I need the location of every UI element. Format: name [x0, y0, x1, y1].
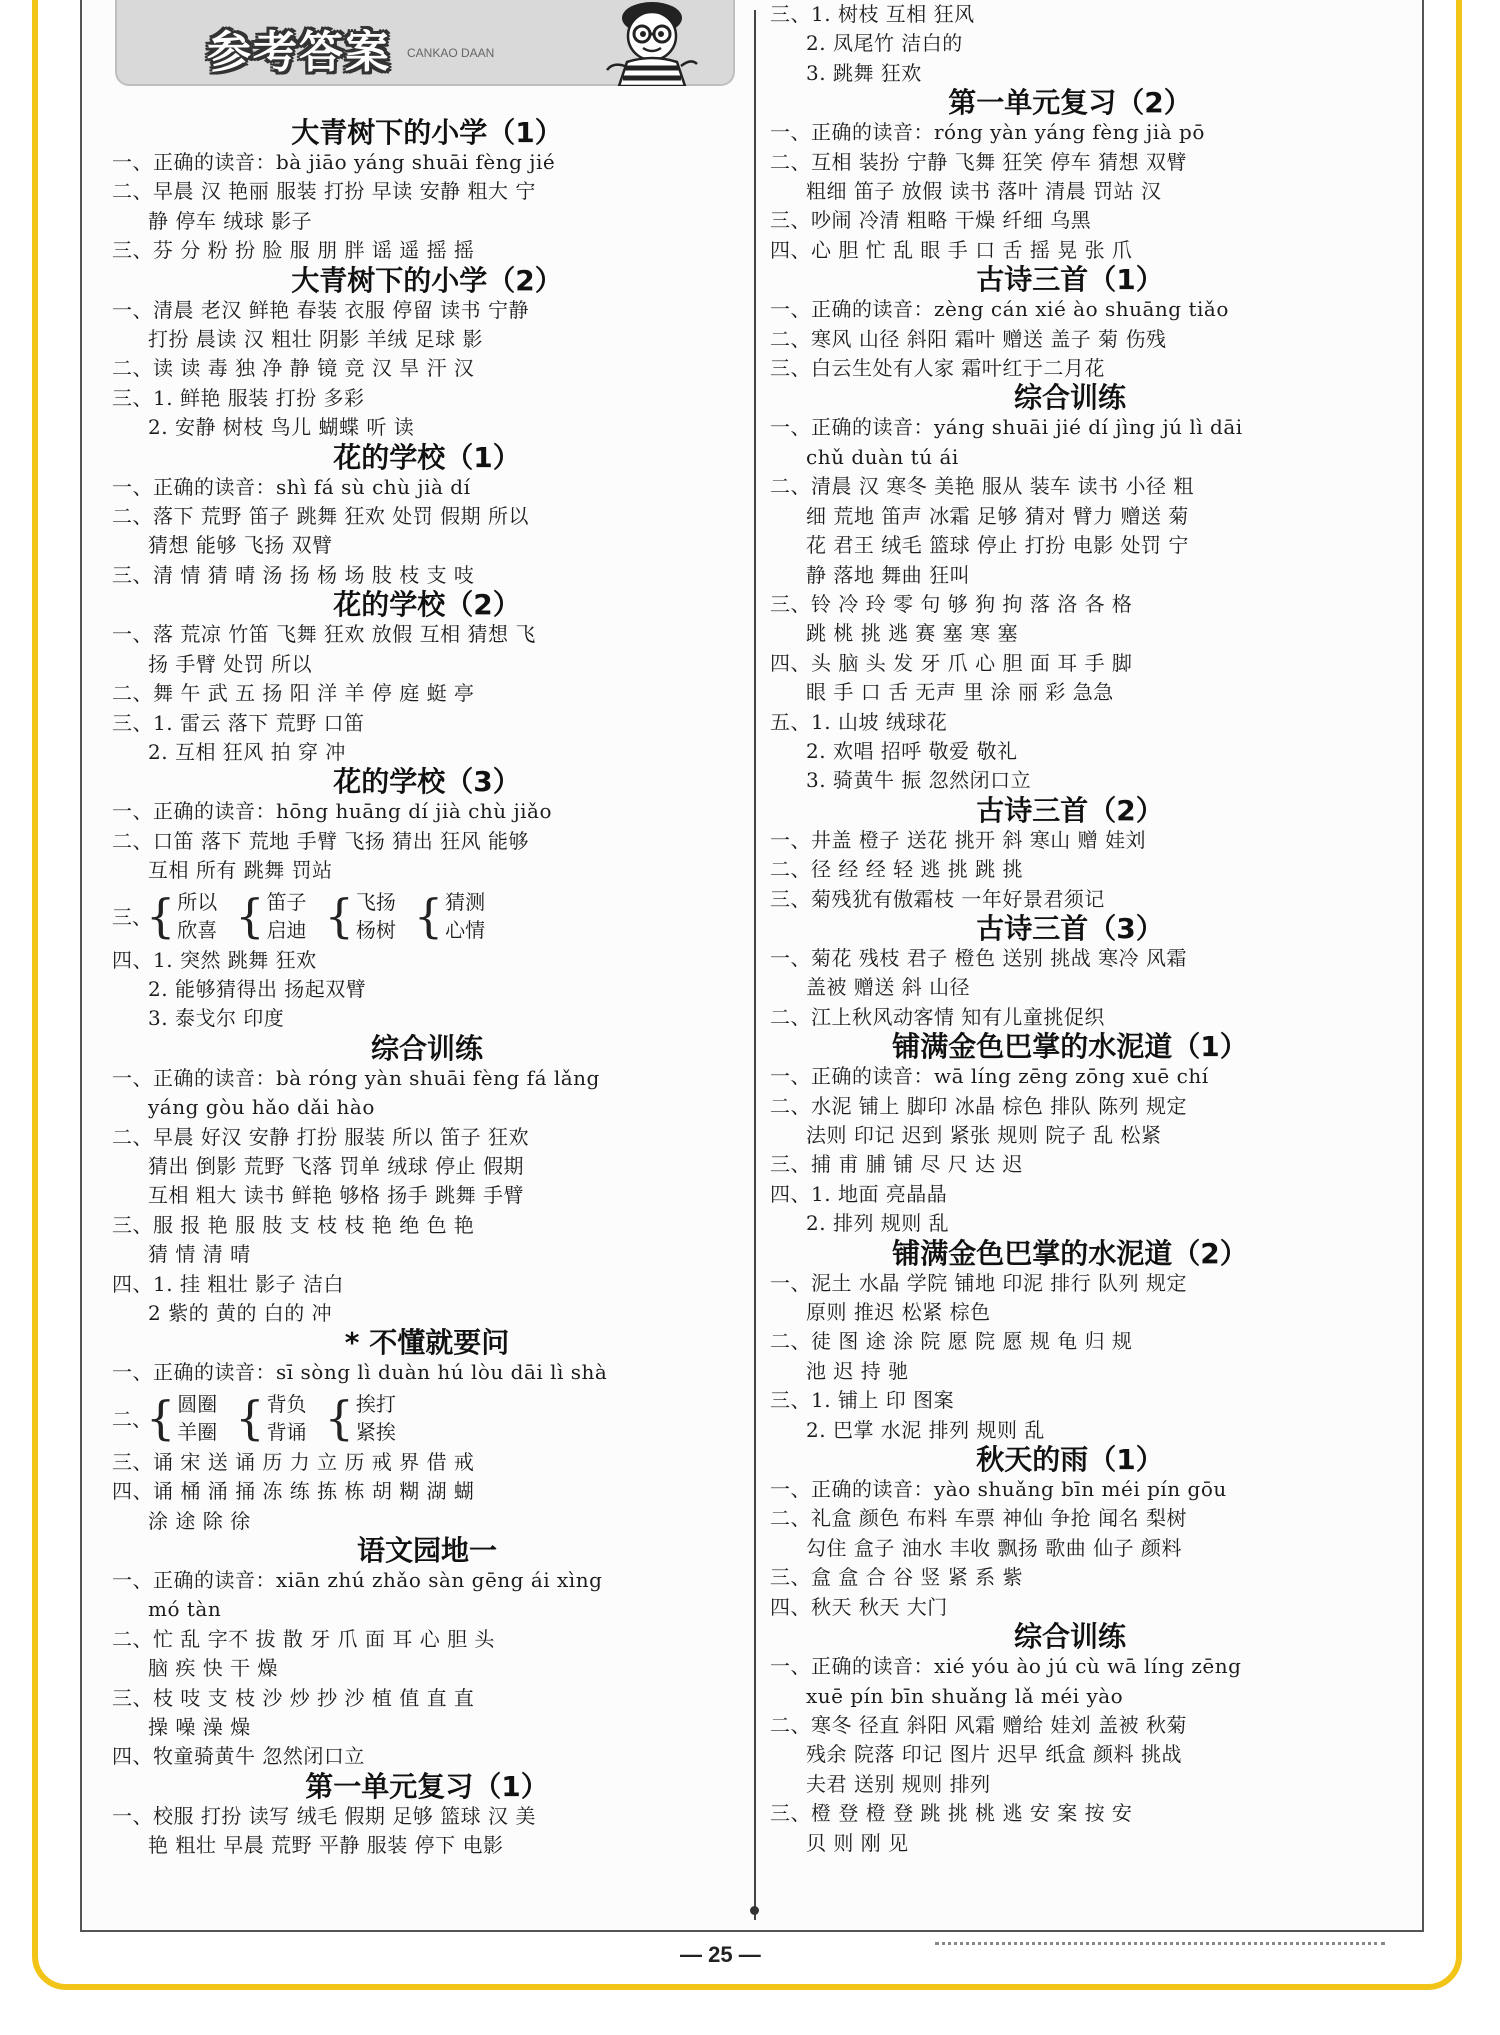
answer-line: chǔ duàn tú ái: [806, 444, 959, 469]
bracket-group: [146, 888, 217, 944]
answer-line: 艳 粗壮 早晨 荒野 平静 服装 停下 电影: [148, 1833, 504, 1858]
bracket-word: 挨打: [355, 1391, 396, 1416]
section-title: 花的学校（3）: [333, 765, 521, 799]
bracket-word: 杨树: [355, 917, 396, 942]
answer-line: 2. 欢唱 招呼 敬爱 敬礼: [806, 738, 1018, 763]
answer-line: 涂 途 除 徐: [148, 1508, 251, 1533]
answer-line: 三、1. 鲜艳 服装 打扮 多彩: [112, 385, 365, 410]
answer-line: 2. 巴掌 水泥 排列 规则 乱: [806, 1417, 1045, 1442]
answer-line: 一、校服 打扮 读写 绒毛 假期 足够 篮球 汉 美: [112, 1803, 536, 1828]
bracket-group: [325, 1390, 396, 1446]
answer-line: 一、清晨 老汉 鲜艳 春装 衣服 停留 读书 宁静: [112, 297, 530, 322]
mascot-boy-icon: [587, 0, 717, 86]
banner-title: 参考答案: [207, 27, 391, 78]
bracket-group: [325, 888, 396, 944]
answer-line: 2. 安静 树枝 鸟儿 蝴蝶 听 读: [148, 415, 415, 440]
answer-line: 一、正确的读音：hōng huāng dí jià chù jiǎo: [112, 799, 553, 824]
answer-line: 四、秋天 秋天 大门: [770, 1594, 948, 1619]
answer-line: 二、忙 乱 字不 拔 散 牙 爪 面 耳 心 胆 头: [112, 1626, 495, 1651]
answer-line: 三、白云生处有人家 霜叶红于二月花: [770, 356, 1105, 381]
answer-line: 三、诵 宋 送 诵 历 力 立 历 戒 界 借 戒: [112, 1449, 475, 1474]
section-title: 花的学校（2）: [333, 588, 521, 622]
answer-line: 四、1. 突然 跳舞 狂欢: [112, 947, 317, 972]
bracket-word: 所以: [177, 889, 218, 914]
answer-line: 二、江上秋风动客情 知有儿童挑促织: [770, 1004, 1105, 1029]
answer-line: 一、正确的读音：xié yóu ào jú cù wā líng zēng: [770, 1654, 1242, 1679]
answer-line: 三、吵闹 冷清 粗略 干燥 纤细 乌黑: [770, 208, 1092, 233]
bracket-word: 欣喜: [177, 917, 218, 942]
answer-line: 三、铃 冷 玲 零 句 够 狗 拘 落 洛 各 格: [770, 591, 1133, 616]
answer-line: 3. 跳舞 狂欢: [806, 60, 922, 85]
section-title: 第一单元复习（1）: [305, 1769, 549, 1803]
answer-line: 眼 手 口 舌 无声 里 涂 丽 彩 急急: [806, 680, 1114, 705]
footer-dotted-rule: [935, 1942, 1385, 1951]
answer-line: 二、口笛 落下 荒地 手臂 飞扬 猜出 狂风 能够: [112, 828, 530, 853]
answer-line: 三、盒 盒 合 谷 竖 紧 系 紫: [770, 1565, 1024, 1590]
brace-icon: {: [324, 1390, 354, 1445]
answer-line: 互相 粗大 读书 鲜艳 够格 扬手 跳舞 手臂: [148, 1183, 525, 1208]
divider-dot: [750, 1906, 759, 1915]
answer-line: 二、径 经 经 轻 逃 挑 跳 挑: [770, 857, 1024, 882]
answer-line: 一、井盖 橙子 送花 挑开 斜 寒山 赠 娃刘: [770, 827, 1147, 852]
bracket-group: [235, 1390, 306, 1446]
brace-icon: {: [235, 1390, 265, 1445]
answer-line: 2. 能够猜得出 扬起双臂: [148, 976, 367, 1001]
bracket-group: [146, 1390, 217, 1446]
answer-line: xuē pín bīn shuǎng lǎ méi yào: [806, 1683, 1124, 1708]
answer-line: 二、礼盒 颜色 布料 车票 神仙 争抢 闻名 梨树: [770, 1506, 1188, 1531]
bracket-number: 二、: [112, 1407, 152, 1432]
answer-line: 一、正确的读音：xiān zhú zhǎo sàn gēng ái xìng: [112, 1568, 603, 1593]
answer-line: 猜想 能够 飞扬 双臂: [148, 533, 333, 558]
brace-icon: {: [324, 888, 354, 943]
answer-line: 二、落下 荒野 笛子 跳舞 狂欢 处罚 假期 所以: [112, 504, 530, 529]
answer-line: 二、早晨 汉 艳丽 服装 打扮 早读 安静 粗大 宁: [112, 179, 536, 204]
bracket-word: 羊圈: [177, 1419, 218, 1444]
section-title: 秋天的雨（1）: [976, 1443, 1164, 1477]
column-divider: [754, 10, 756, 1920]
answer-line: 扬 手臂 处罚 所以: [148, 651, 313, 676]
answer-line: 打扮 晨读 汉 粗壮 阴影 羊绒 足球 影: [148, 327, 484, 352]
bracket-number: 三、: [112, 905, 152, 930]
answer-line: 池 迟 持 驰: [806, 1358, 909, 1383]
section-title: 语文园地一: [356, 1534, 497, 1568]
answer-line: 一、正确的读音：shì fá sù chù jià dí: [112, 474, 471, 499]
section-title: 花的学校（1）: [333, 440, 521, 474]
answer-line: 勾住 盒子 油水 丰收 飘扬 歌曲 仙子 颜料: [806, 1535, 1183, 1560]
answer-line: 一、泥土 水晶 学院 铺地 印泥 排行 队列 规定: [770, 1270, 1188, 1295]
answer-line: 三、1. 雷云 落下 荒野 口笛: [112, 710, 365, 735]
answer-line: 一、菊花 残枝 君子 橙色 送别 挑战 寒冷 风霜: [770, 945, 1188, 970]
answer-line: 操 噪 澡 燥: [148, 1715, 251, 1740]
bracket-group: [235, 888, 306, 944]
answer-line: 花 君王 绒毛 篮球 停止 打扮 电影 处罚 宁: [806, 533, 1189, 558]
bracket-word: 背诵: [266, 1419, 307, 1444]
answer-line: 盖被 赠送 斜 山径: [806, 975, 971, 1000]
answer-line: 三、菊残犹有傲霜枝 一年好景君须记: [770, 886, 1105, 911]
answer-line: 夫君 送别 规则 排列: [806, 1771, 991, 1796]
answer-line: 残余 院落 印记 图片 迟早 纸盒 颜料 挑战: [806, 1742, 1183, 1767]
answer-line: 四、头 脑 头 发 牙 爪 心 胆 面 耳 手 脚: [770, 650, 1133, 675]
page-number: — 25 —: [680, 1942, 761, 1967]
answer-line: 二、水泥 铺上 脚印 冰晶 棕色 排队 陈列 规定: [770, 1093, 1188, 1118]
answer-line: 2. 凤尾竹 洁白的: [806, 31, 963, 56]
answer-line: mó tàn: [148, 1597, 222, 1622]
answer-line: 四、诵 桶 涌 捅 冻 练 拣 栋 胡 糊 湖 蝴: [112, 1479, 475, 1504]
bracket-answer-row: [112, 1388, 742, 1448]
answer-line: 脑 疾 快 干 燥: [148, 1656, 278, 1681]
section-title: 铺满金色巴掌的水泥道（2）: [892, 1236, 1248, 1270]
answer-line: 静 落地 舞曲 狂叫: [806, 562, 971, 587]
brace-icon: {: [146, 888, 176, 943]
section-title: 综合训练: [370, 1031, 483, 1065]
answer-line: 细 荒地 笛声 冰霜 足够 猜对 臂力 赠送 菊: [806, 503, 1189, 528]
section-title: 大青树下的小学（1）: [291, 116, 563, 149]
section-title: 古诗三首（3）: [976, 911, 1164, 945]
answer-line: 三、1. 铺上 印 图案: [770, 1388, 955, 1413]
answer-line: 一、正确的读音：sī sòng lì duàn hú lòu dāi lì shà: [112, 1360, 608, 1385]
answer-line: 三、1. 树枝 互相 狂风: [770, 2, 975, 26]
bracket-group: [414, 888, 485, 944]
answer-line: 三、捕 甫 脯 铺 尽 尺 达 迟: [770, 1152, 1024, 1177]
answer-line: 五、1. 山坡 绒球花: [770, 709, 948, 734]
answer-line: 一、正确的读音：bà jiāo yáng shuāi fèng jié: [112, 150, 556, 174]
brace-icon: {: [235, 888, 265, 943]
answer-banner: [115, 0, 735, 86]
answer-line: 四、1. 挂 粗壮 影子 洁白: [112, 1271, 345, 1296]
answer-line: 二、寒冬 径直 斜阳 风霜 赠给 娃刘 盖被 秋菊: [770, 1712, 1188, 1737]
left-column: [112, 118, 742, 1861]
answer-line: 3. 泰戈尔 印度: [148, 1006, 285, 1031]
right-column: [770, 0, 1370, 1858]
answer-line: 静 停车 绒球 影子: [148, 208, 313, 233]
answer-line: 一、落 荒凉 竹笛 飞舞 狂欢 放假 互相 猜想 飞: [112, 622, 536, 647]
answer-line: 四、牧童骑黄牛 忽然闭口立: [112, 1744, 365, 1769]
answer-line: 四、1. 地面 亮晶晶: [770, 1181, 948, 1206]
section-title: 综合训练: [1013, 381, 1126, 415]
answer-line: 二、读 读 毒 独 净 静 镜 竞 汉 旱 汗 汉: [112, 356, 475, 381]
answer-line: 二、互相 装扮 宁静 飞舞 狂笑 停车 猜想 双臂: [770, 149, 1188, 174]
answer-line: 二、徒 图 途 涂 院 愿 院 愿 规 龟 归 规: [770, 1329, 1133, 1354]
answer-line: 猜 情 清 晴: [148, 1242, 251, 1267]
answer-line: 一、正确的读音：yào shuǎng bīn méi pín gōu: [770, 1477, 1227, 1502]
section-title: 铺满金色巴掌的水泥道（1）: [892, 1030, 1248, 1064]
bracket-word: 心情: [445, 917, 486, 942]
answer-line: 二、清晨 汉 寒冬 美艳 服从 装车 读书 小径 粗: [770, 474, 1194, 499]
right-column-top: [770, 0, 1370, 88]
bracket-word: 背负: [266, 1391, 307, 1416]
answer-line: 粗细 笛子 放假 读书 落叶 清晨 罚站 汉: [806, 179, 1162, 204]
answer-line: 跳 桃 挑 逃 赛 塞 寒 塞: [806, 621, 1019, 646]
brace-icon: {: [146, 1390, 176, 1445]
answer-line: 三、芬 分 粉 扮 脸 服 朋 胖 谣 遥 摇 摇: [112, 238, 475, 263]
section-title: 大青树下的小学（2）: [291, 263, 563, 297]
answer-line: 一、正确的读音：róng yàn yáng fèng jià pō: [770, 120, 1205, 145]
answer-line: 二、寒风 山径 斜阳 霜叶 赠送 盖子 菊 伤残: [770, 326, 1167, 351]
answer-line: 互相 所有 跳舞 罚站: [148, 858, 333, 883]
answer-line: 3. 骑黄牛 振 忽然闭口立: [806, 768, 1032, 793]
answer-line: yáng gòu hǎo dǎi hào: [148, 1095, 375, 1120]
answer-line: 三、清 情 猜 晴 汤 扬 杨 场 肢 枝 支 吱: [112, 562, 475, 587]
section-title: * 不懂就要问: [344, 1326, 510, 1360]
bracket-answer-row: [112, 886, 742, 946]
bracket-word: 紧挨: [355, 1419, 396, 1444]
section-title: 综合训练: [1013, 1620, 1126, 1654]
section-title: 古诗三首（2）: [976, 793, 1164, 827]
answer-line: 二、舞 午 武 五 扬 阳 洋 羊 停 庭 蜓 亭: [112, 681, 475, 706]
answer-line: 一、正确的读音：yáng shuāi jié dí jìng jú lì dāi: [770, 415, 1243, 440]
answer-line: 2. 互相 狂风 拍 穿 冲: [148, 739, 346, 764]
answer-line: 猜出 倒影 荒野 飞落 罚单 绒球 停止 假期: [148, 1153, 525, 1178]
answer-line: 2 紫的 黄的 白的 冲: [148, 1301, 333, 1325]
answer-line: 三、橙 登 橙 登 跳 挑 桃 逃 安 案 按 安: [770, 1801, 1133, 1826]
bracket-word: 笛子: [266, 889, 307, 914]
answer-line: 三、服 报 艳 服 肢 支 枝 枝 艳 绝 色 艳: [112, 1212, 475, 1237]
answer-line: 一、正确的读音：wā líng zēng zōng xuē chí: [770, 1064, 1209, 1089]
answer-line: 2. 排列 规则 乱: [806, 1211, 950, 1236]
brace-icon: {: [413, 888, 444, 943]
answer-line: 二、早晨 好汉 安静 打扮 服装 所以 笛子 狂欢: [112, 1124, 530, 1149]
answer-line: 贝 则 刚 见: [806, 1830, 909, 1855]
answer-line: 法则 印记 迟到 紧张 规则 院子 乱 松紧: [806, 1123, 1162, 1147]
bracket-word: 飞扬: [355, 889, 396, 914]
bracket-word: 猜测: [445, 889, 486, 914]
banner-subtitle: CANKAO DAAN: [407, 46, 495, 60]
answer-line: 原则 推迟 松紧 棕色: [806, 1300, 991, 1325]
section-title: 古诗三首（1）: [976, 263, 1164, 297]
answer-line: 三、枝 吱 支 枝 沙 炒 抄 沙 植 值 直 直: [112, 1685, 475, 1710]
bracket-word: 启迪: [266, 917, 307, 942]
answer-line: 一、正确的读音：zèng cán xié ào shuāng tiǎo: [770, 297, 1229, 322]
answer-line: 四、心 胆 忙 乱 眼 手 口 舌 摇 晃 张 爪: [770, 237, 1133, 262]
answer-line: 一、正确的读音：bà róng yàn shuāi fèng fá lǎng: [112, 1065, 600, 1090]
section-title: 第一单元复习（2）: [948, 86, 1192, 120]
bracket-word: 圆圈: [177, 1391, 218, 1416]
